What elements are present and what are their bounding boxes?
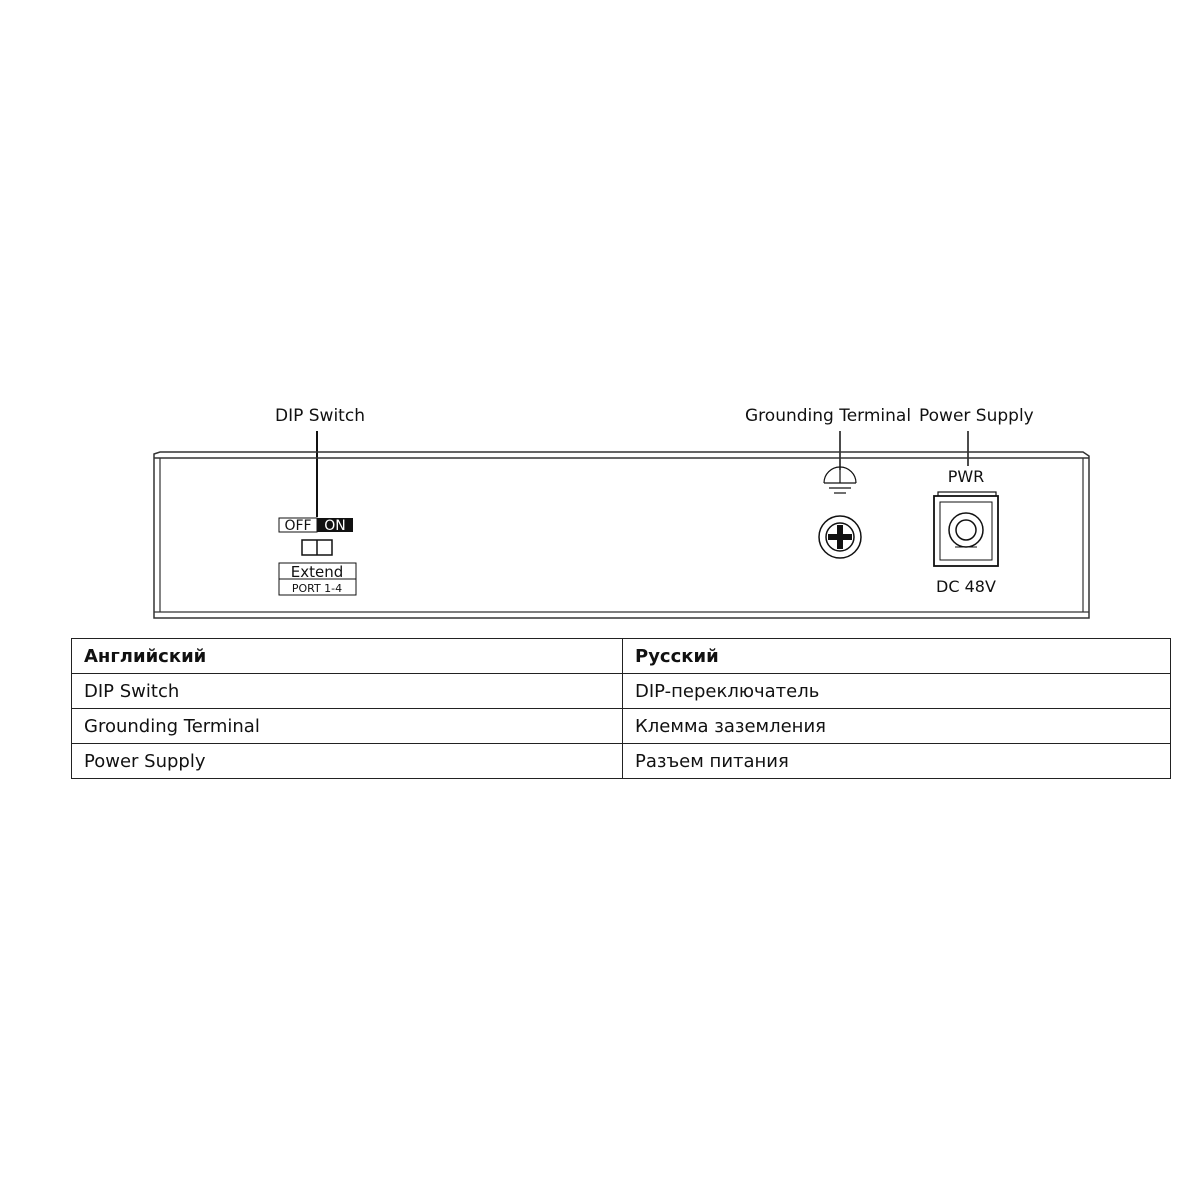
header-english: Английский: [72, 639, 623, 674]
pwr-label: PWR: [947, 467, 985, 486]
dc-voltage-label: DC 48V: [936, 577, 996, 596]
grounding-screw: [819, 516, 861, 558]
cell-english: DIP Switch: [72, 674, 623, 709]
grounding-terminal-callout: Grounding Terminal: [745, 406, 912, 426]
cell-english: Grounding Terminal: [72, 709, 623, 744]
cell-russian: Клемма заземления: [623, 709, 1171, 744]
cell-english: Power Supply: [72, 744, 623, 779]
dip-off-label: OFF: [284, 518, 312, 534]
extend-label: Extend: [290, 563, 344, 581]
port-range-label: PORT 1-4: [291, 582, 343, 595]
power-supply-callout: Power Supply: [919, 406, 1034, 426]
translation-table: [71, 638, 1171, 779]
dip-switch: [279, 518, 356, 595]
dip-switch-callout: DIP Switch: [275, 406, 365, 426]
table-row: [72, 709, 1171, 744]
table-header-row: [72, 639, 1171, 674]
table-row: [72, 744, 1171, 779]
cell-russian: DIP-переключатель: [623, 674, 1171, 709]
dip-on-label: ON: [324, 518, 346, 534]
power-jack: [934, 492, 998, 566]
table-row: [72, 674, 1171, 709]
cell-russian: Разъем питания: [623, 744, 1171, 779]
grounding-icon: [824, 467, 856, 493]
header-russian: Русский: [623, 639, 1171, 674]
